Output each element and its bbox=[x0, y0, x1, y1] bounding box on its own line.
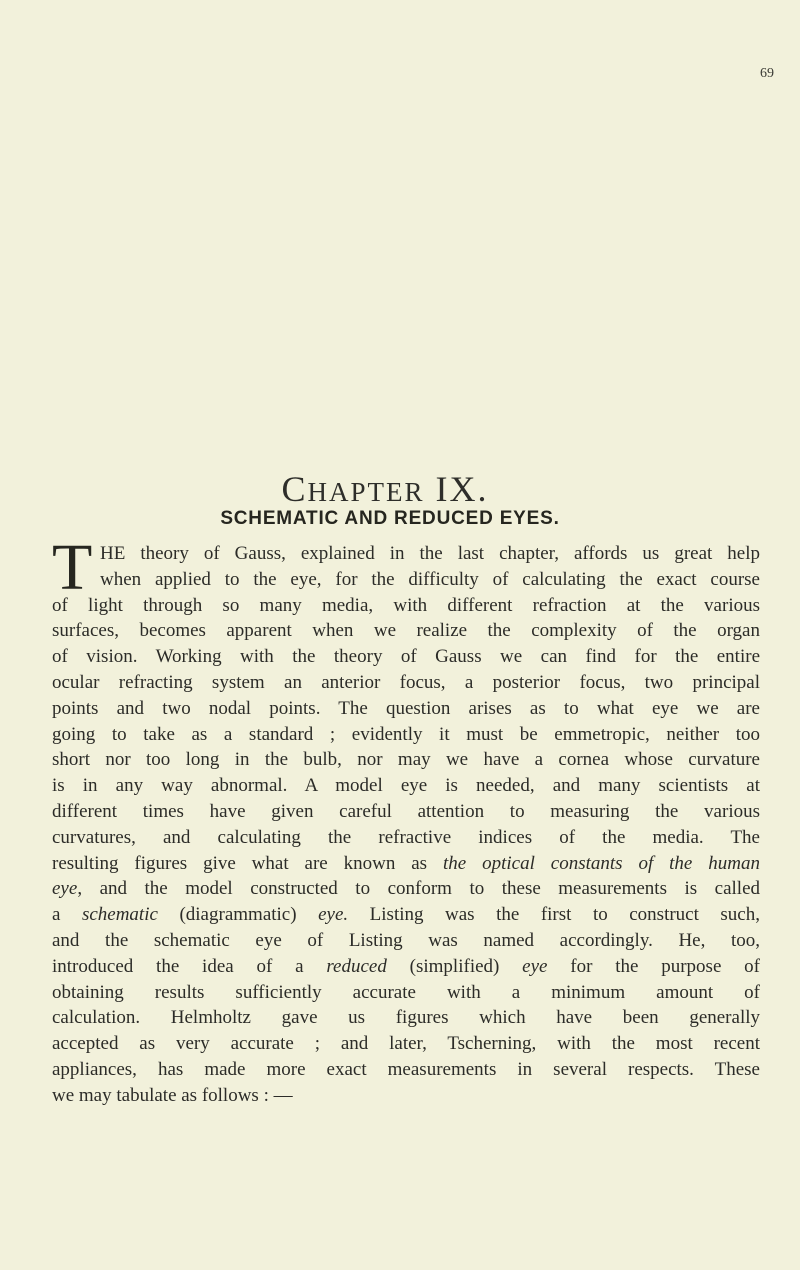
text-run: (simplified) bbox=[386, 955, 523, 977]
text-run: introduced the idea of a bbox=[52, 955, 327, 977]
text-line bbox=[52, 876, 760, 902]
text-line: appliances, has made more exact measurements in several respects. These bbox=[52, 1058, 760, 1080]
chapter-heading bbox=[0, 468, 770, 510]
opening-paragraph bbox=[52, 531, 760, 604]
emphasis-text: eye bbox=[52, 878, 78, 900]
text-run: (diagrammatic) bbox=[157, 904, 319, 926]
text-line: obtaining results sufficiently accurate with a minimum amount of bbox=[52, 981, 760, 1003]
text-line: curvatures, and calculating the refractive indices of the media. The bbox=[52, 826, 760, 848]
text-run: resulting figures give what are known as bbox=[52, 852, 443, 874]
chapter-title-initial: C bbox=[281, 469, 308, 509]
text-line bbox=[52, 954, 760, 980]
text-line: is in any way abnormal. A model eye is needed, and many scientists at bbox=[52, 775, 760, 797]
page-number: 69 bbox=[760, 66, 774, 81]
text-line bbox=[52, 851, 760, 877]
text-line: calculation. Helmholtz gave us figures which have been generally bbox=[52, 1007, 760, 1029]
emphasis-text: eye bbox=[522, 955, 548, 977]
body-text bbox=[52, 531, 760, 1109]
text-line: going to take as a standard ; evidently it must be emmetropic, neither too bbox=[52, 723, 760, 745]
text-line: accepted as very accurate ; and later, Tscherning, with the most recent bbox=[52, 1033, 760, 1055]
text-line: of vision. Working with the theory of Gauss we can find for the entire bbox=[52, 646, 760, 668]
text-line: HE theory of Gauss, explained in the last chapter, affords us great help bbox=[100, 543, 760, 564]
text-run: Listing was the first to construct such, bbox=[348, 904, 760, 926]
chapter-title-rest: HAPTER bbox=[307, 477, 425, 507]
text-line: we may tabulate as follows : — bbox=[52, 1084, 293, 1106]
text-line: short nor too long in the bulb, nor may we have a cornea whose curvature bbox=[52, 749, 760, 771]
text-line: when applied to the eye, for the difficulty of calculating the exact course bbox=[100, 568, 760, 590]
emphasis-text: schematic bbox=[81, 904, 158, 926]
drop-cap: T bbox=[52, 531, 93, 604]
text-run: a bbox=[52, 904, 82, 926]
text-line: surfaces, becomes apparent when we realize the complexity of the organ bbox=[52, 620, 760, 642]
emphasis-text: reduced bbox=[326, 955, 387, 977]
text-line: and the schematic eye of Listing was named accordingly. He, too, bbox=[52, 929, 760, 951]
text-line: different times have given careful attention to measuring the various bbox=[52, 800, 760, 822]
text-line: ocular refracting system an anterior focus, a posterior focus, two principal bbox=[52, 671, 760, 693]
emphasis-text: eye. bbox=[318, 904, 349, 926]
text-run: , and the model constructed to conform to these measurements is called bbox=[77, 878, 760, 900]
text-line: of light through so many media, with different refraction at the various bbox=[52, 594, 760, 616]
section-title: SCHEMATIC AND REDUCED EYES. bbox=[220, 508, 560, 529]
text-run: for the purpose of bbox=[547, 955, 760, 977]
emphasis-text: the optical constants of the human bbox=[442, 852, 760, 874]
chapter-numeral: IX. bbox=[435, 469, 489, 509]
text-line: points and two nodal points. The question arises as to what eye we are bbox=[52, 697, 760, 719]
text-line bbox=[52, 902, 760, 928]
